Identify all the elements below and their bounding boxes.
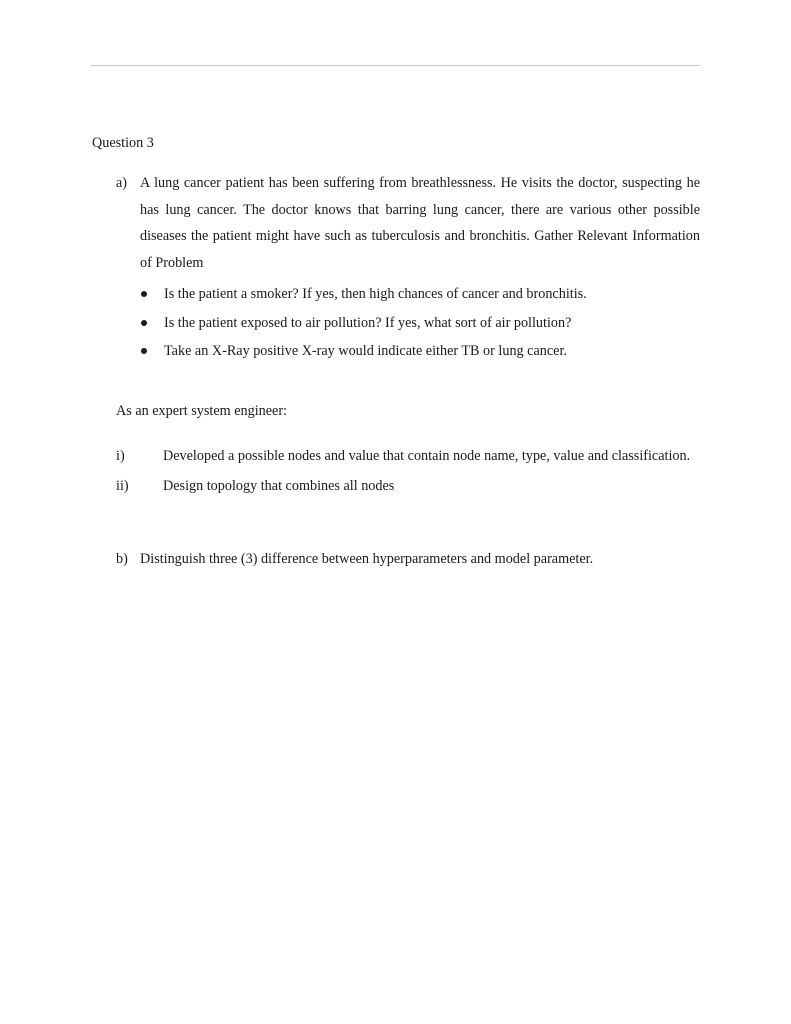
question-title: Question 3 (92, 135, 154, 151)
part-b-text: Distinguish three (3) difference between hyperparameters and model parameter. (140, 551, 594, 567)
bullet-icon (141, 348, 147, 354)
task-number: ii) (116, 477, 129, 494)
bullet-text: Is the patient exposed to air pollution? If yes, what sort of air pollution? (164, 314, 572, 331)
part-b (116, 550, 700, 568)
part-b-label: b) (116, 551, 128, 567)
part-a-label: a) (116, 175, 128, 191)
task-text: Developed a possible nodes and value that contain node name, type, value and classification. (163, 448, 691, 464)
bullet-icon (141, 291, 147, 297)
task-list (116, 443, 700, 502)
bullet-text: Is the patient a smoker? If yes, then high chances of cancer and bronchitis. (164, 286, 587, 302)
information-bullet-list (140, 280, 700, 366)
part-a-text: A lung cancer patient has been suffering from breathlessness. He visits the doctor, suspecting he has lung cancer. The doctor knows that barring lung cancer, there are various other possible diseases the patient might have such as tuberculosis and bronchitis. Gather Relevant Information of Problem (140, 175, 700, 271)
role-intro: As an expert system engineer: (116, 403, 287, 419)
task-text: Design topology that combines all nodes (163, 477, 395, 494)
bullet-text: Take an X-Ray positive X-ray would indicate either TB or lung cancer. (164, 343, 567, 359)
list-item (140, 309, 700, 338)
task-item (116, 473, 700, 500)
part-a (116, 174, 700, 276)
bullet-icon (141, 320, 147, 326)
top-divider (91, 65, 700, 66)
list-item (140, 280, 700, 309)
task-item (116, 443, 700, 470)
task-number: i) (116, 448, 125, 464)
list-item (140, 337, 700, 366)
